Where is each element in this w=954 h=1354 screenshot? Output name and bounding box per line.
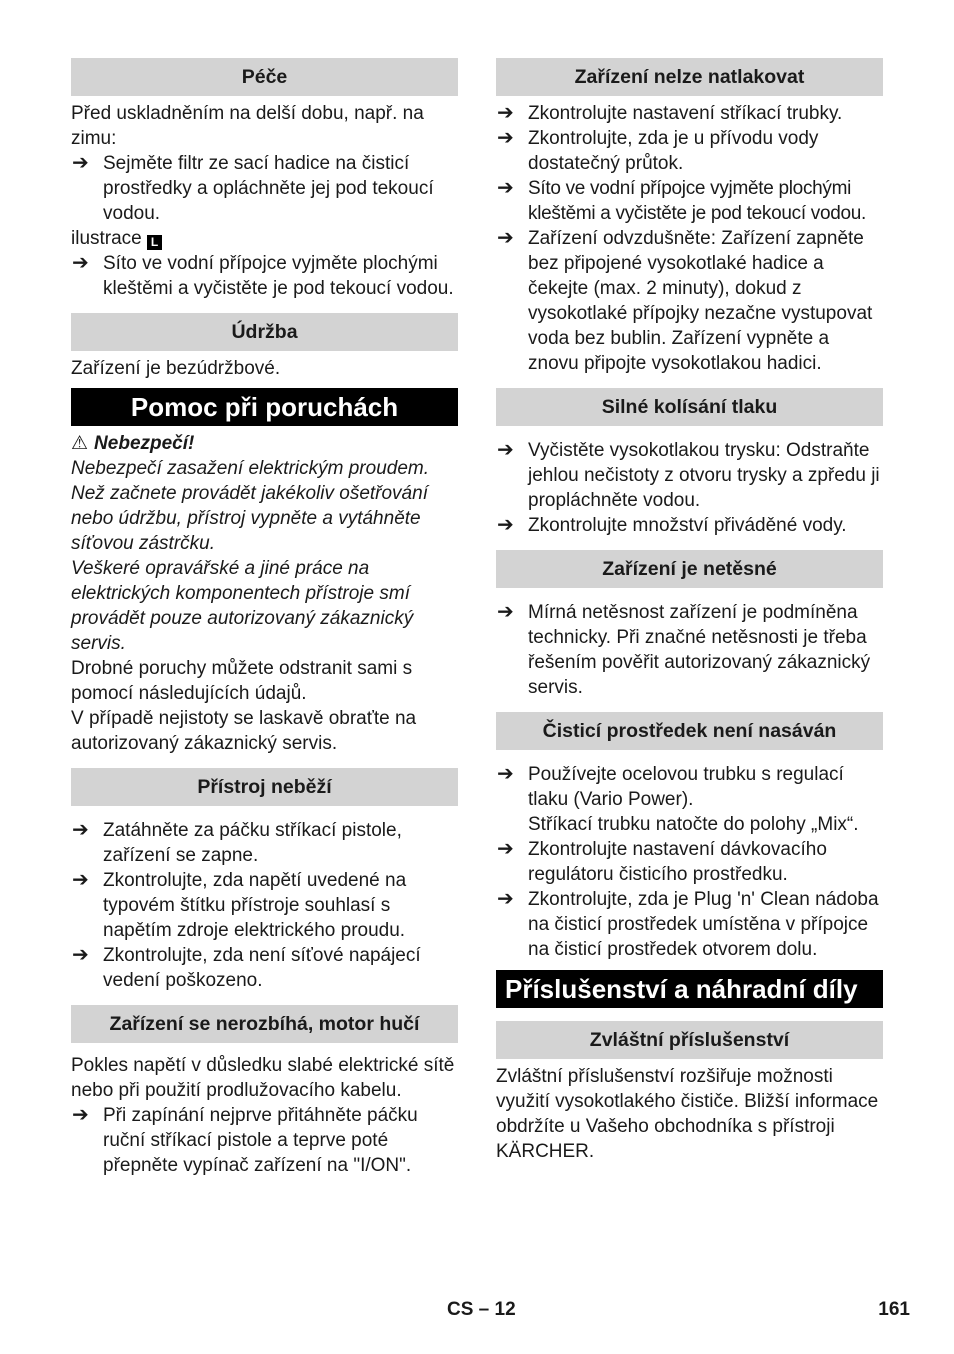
footer-section-label: CS – 12: [447, 1299, 516, 1320]
list-item: [496, 600, 883, 700]
arrow-right-icon: ➔: [72, 1104, 89, 1126]
warning-triangle-icon: ⚠: [71, 433, 89, 454]
arrow-right-icon: ➔: [72, 819, 89, 841]
list-item: [71, 868, 458, 943]
left-column: [71, 58, 458, 1178]
list-item: [496, 762, 883, 812]
list-item-text: Zkontrolujte nastavení stříkací trubky.: [528, 103, 843, 124]
section-heading-nasavan: Čisticí prostředek není nasáván: [496, 712, 883, 750]
arrow-right-icon: ➔: [72, 869, 89, 891]
arrow-right-icon: ➔: [497, 601, 514, 623]
arrow-right-icon: ➔: [497, 127, 514, 149]
arrow-right-icon: ➔: [497, 227, 514, 249]
list-item-text: Sejměte filtr ze sací hadice na čisticí prostředky a opláchněte jej pod tekoucí vodou.: [103, 153, 434, 224]
list-item-text: Zkontrolujte množství přiváděné vody.: [528, 515, 847, 536]
arrow-right-icon: ➔: [497, 763, 514, 785]
section-heading-natlakovat: Zařízení nelze natlakovat: [496, 58, 883, 96]
list-item-text: Zkontrolujte, zda není síťové napájecí vedení poškozeno.: [103, 945, 421, 991]
list-item-text: Zařízení odvzdušněte: Zařízení zapněte bez připojené vysokotlaké hadice a čekejte (max. 2 minuty), dokud z vysokotlaké přípojky nezačne vystupovat voda bez bublin. Zařízení vypněte a znovu připojte vysokotlakou hadici.: [528, 228, 873, 374]
list-item: [496, 101, 883, 126]
list-item: [71, 818, 458, 868]
arrow-right-icon: ➔: [72, 252, 89, 274]
list-item-text: Zkontrolujte, zda napětí uvedené na typovém štítku přístroje souhlasí s napětím zdroje elektrického proudu.: [103, 870, 407, 941]
list-item-text: Mírná netěsnost zařízení je podmíněna technicky. Při značné netěsnosti je třeba řešením pověřit autorizovaný zákaznický servis.: [528, 602, 871, 698]
list-item-text: Při zapínání nejprve přitáhněte páčku ruční stříkací pistole a teprve poté přepněte vypínač zařízení na "I/ON".: [103, 1105, 418, 1176]
chapter-heading-pomoc: Pomoc při poruchách: [71, 388, 458, 426]
arrow-right-icon: ➔: [497, 177, 514, 199]
list-item: [496, 513, 883, 538]
section-heading-nerozbiha: Zařízení se nerozbíhá, motor hučí: [71, 1005, 458, 1043]
chapter-heading-prislusenstvi: Příslušenství a náhradní díly: [496, 970, 883, 1008]
illustration-letter-badge: L: [147, 235, 162, 250]
right-column: [496, 58, 883, 1164]
section-heading-pristroj-nebezi: Přístroj neběží: [71, 768, 458, 806]
list-item: [496, 887, 883, 962]
pomoc-text-1: Drobné poruchy můžete odstranit sami s pomocí následujících údajů.: [71, 658, 413, 704]
section-heading-zvlastni: Zvláštní příslušenství: [496, 1021, 883, 1059]
section-heading-kolisani: Silné kolísání tlaku: [496, 388, 883, 426]
list-item-continuation: Stříkací trubku natočte do polohy „Mix“.: [528, 814, 859, 835]
arrow-right-icon: ➔: [497, 514, 514, 536]
arrow-right-icon: ➔: [497, 102, 514, 124]
list-item-text: Zkontrolujte, zda je u přívodu vody dostatečný průtok.: [528, 128, 819, 174]
zvlastni-text: Zvláštní příslušenství rozšiřuje možnosti využití vysokotlakého čističe. Bližší informace obdržíte u Vašeho obchodníka s přístroji KÄRCHER.: [496, 1066, 879, 1162]
list-item-text: Zatáhněte za páčku stříkací pistole, zařízení se zapne.: [103, 820, 402, 866]
warning-title: ⚠ Nebezpečí!: [71, 433, 195, 454]
nerozbiha-text: Pokles napětí v důsledku slabé elektrické sítě nebo při použití prodlužovacího kabelu.: [71, 1055, 455, 1101]
pomoc-text-2: V případě nejistoty se laskavě obraťte na autorizovaný zákaznický servis.: [71, 708, 417, 754]
list-item-text: Síto ve vodní přípojce vyjměte plochými kleštěmi a vyčistěte je pod tekoucí vodou.: [103, 253, 454, 299]
section-heading-udrzba: Údržba: [71, 313, 458, 351]
list-item: [71, 251, 458, 301]
warning-text-1: Nebezpečí zasažení elektrickým proudem. Než začnete provádět jakékoliv ošetřování nebo údržbu, přístroj vypněte a vytáhněte síťovou zástrčku.: [71, 458, 429, 554]
list-item: [496, 226, 883, 376]
list-item: [496, 837, 883, 887]
section-heading-netesne: Zařízení je netěsné: [496, 550, 883, 588]
list-item: [496, 126, 883, 176]
list-item-text: Zkontrolujte nastavení dávkovacího regulátoru čisticího prostředku.: [528, 839, 827, 885]
warning-text-2: Veškeré opravářské a jiné práce na elektrických komponentech přístroje smí provádět pouze autorizovaný zákaznický servis.: [71, 558, 414, 654]
arrow-right-icon: ➔: [497, 439, 514, 461]
list-item-text: Používejte ocelovou trubku s regulací tlaku (Vario Power).: [528, 764, 844, 810]
arrow-right-icon: ➔: [72, 152, 89, 174]
list-item: [71, 1103, 458, 1178]
list-item-text: Vyčistěte vysokotlakou trysku: Odstraňte jehlou nečistoty z otvoru trysky a zpředu ji propláchněte vodou.: [528, 440, 880, 511]
page-number: 161: [878, 1299, 910, 1320]
list-item: [71, 943, 458, 993]
arrow-right-icon: ➔: [497, 838, 514, 860]
list-item: [71, 151, 458, 226]
pece-intro: Před uskladněním na delší dobu, např. na zimu:: [71, 103, 424, 149]
list-item: [496, 438, 883, 513]
section-heading-pece: Péče: [71, 58, 458, 96]
arrow-right-icon: ➔: [72, 944, 89, 966]
arrow-right-icon: ➔: [497, 888, 514, 910]
illustration-ref: ilustrace L: [71, 226, 458, 251]
list-item-text: Síto ve vodní přípojce vyjměte plochými kleštěmi a vyčistěte je pod tekoucí vodou.: [528, 178, 867, 224]
list-item-text: Zkontrolujte, zda je Plug 'n' Clean nádoba na čisticí prostředek umístěna v přípojce na čisticí prostředek otvorem dolu.: [528, 889, 879, 960]
list-item: [496, 176, 883, 226]
udrzba-text: Zařízení je bezúdržbové.: [71, 358, 281, 379]
